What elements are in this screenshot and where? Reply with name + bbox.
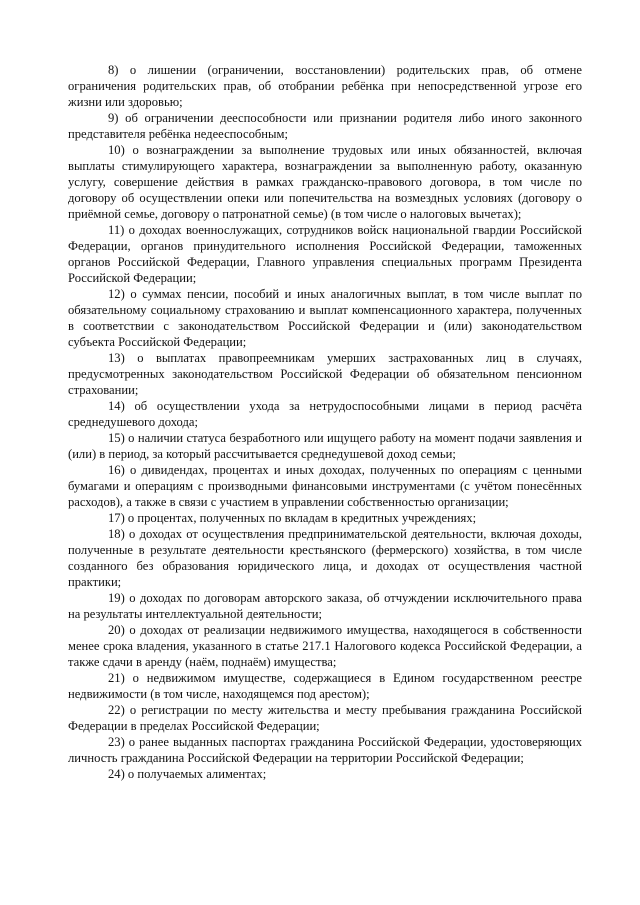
document-page xyxy=(68,62,582,782)
list-item-8: 8) о лишении (ограничении, восстановлении) родительских прав, об отмене ограничения родительских прав, об отобрании ребёнка при непосредственной угрозе его жизни или здоровью; xyxy=(68,63,582,109)
list-item-23: 23) о ранее выданных паспортах гражданина Российской Федерации, удостоверяющих личность гражданина Российской Федерации на территории Российской Федерации; xyxy=(68,735,582,765)
list-item-14: 14) об осуществлении ухода за нетрудоспособными лицами в период расчёта среднедушевого дохода; xyxy=(68,399,582,429)
list-item-13: 13) о выплатах правопреемникам умерших застрахованных лиц в случаях, предусмотренных законодательством Российской Федерации об обязательном пенсионном страховании; xyxy=(68,351,582,397)
list-item-9: 9) об ограничении дееспособности или признании родителя либо иного законного представителя ребёнка недееспособным; xyxy=(68,111,582,141)
list-item-10: 10) о вознаграждении за выполнение трудовых или иных обязанностей, включая выплаты стимулирующего характера, вознаграждении за выполненную работу, оказанную услугу, совершение действия в рамках гражданско-правового договора, в том числе по договору об осуществлении опеки или попечительства на возмездных условиях (договору о приёмной семье, договору о патронатной семье) (в том числе о налоговых вычетах); xyxy=(68,143,582,221)
list-item-15: 15) о наличии статуса безработного или ищущего работу на момент подачи заявления и (или) в период, за который рассчитывается среднедушевой доход семьи; xyxy=(68,431,582,461)
list-item-20: 20) о доходах от реализации недвижимого имущества, находящегося в собственности менее срока владения, указанного в статье 217.1 Налогового кодекса Российской Федерации, а также сдачи в аренду (наём, поднаём) имущества; xyxy=(68,623,582,669)
list-item-18: 18) о доходах от осуществления предпринимательской деятельности, включая доходы, полученные в результате деятельности крестьянского (фермерского) хозяйства, в том числе созданного без образования юридического лица, и доходах от осуществления частной практики; xyxy=(68,527,582,589)
list-item-21: 21) о недвижимом имуществе, содержащиеся в Едином государственном реестре недвижимости (в том числе, находящемся под арестом); xyxy=(68,671,582,701)
list-item-12: 12) о суммах пенсии, пособий и иных аналогичных выплат, в том числе выплат по обязательному социальному страхованию и выплат компенсационного характера, полученных в соответствии с законодательством Российской Федерации и (или) законодательством субъекта Российской Федерации; xyxy=(68,287,582,349)
list-item-22: 22) о регистрации по месту жительства и месту пребывания гражданина Российской Федерации в пределах Российской Федерации; xyxy=(68,703,582,733)
list-item-16: 16) о дивидендах, процентах и иных доходах, полученных по операциям с ценными бумагами и операциям с производными финансовыми инструментами (с учётом понесённых расходов), а также в связи с участием в управлении собственностью организации; xyxy=(68,463,582,509)
list-item-24: 24) о получаемых алиментах; xyxy=(108,767,267,781)
list-item-19: 19) о доходах по договорам авторского заказа, об отчуждении исключительного права на результаты интеллектуальной деятельности; xyxy=(68,591,582,621)
list-item-17: 17) о процентах, полученных по вкладам в кредитных учреждениях; xyxy=(108,511,477,525)
list-item-11: 11) о доходах военнослужащих, сотрудников войск национальной гвардии Российской Федерации, органов принудительного исполнения Российской Федерации, таможенных органов Российской Федерации, Главного управления специальных программ Президента Российской Федерации; xyxy=(68,223,582,285)
